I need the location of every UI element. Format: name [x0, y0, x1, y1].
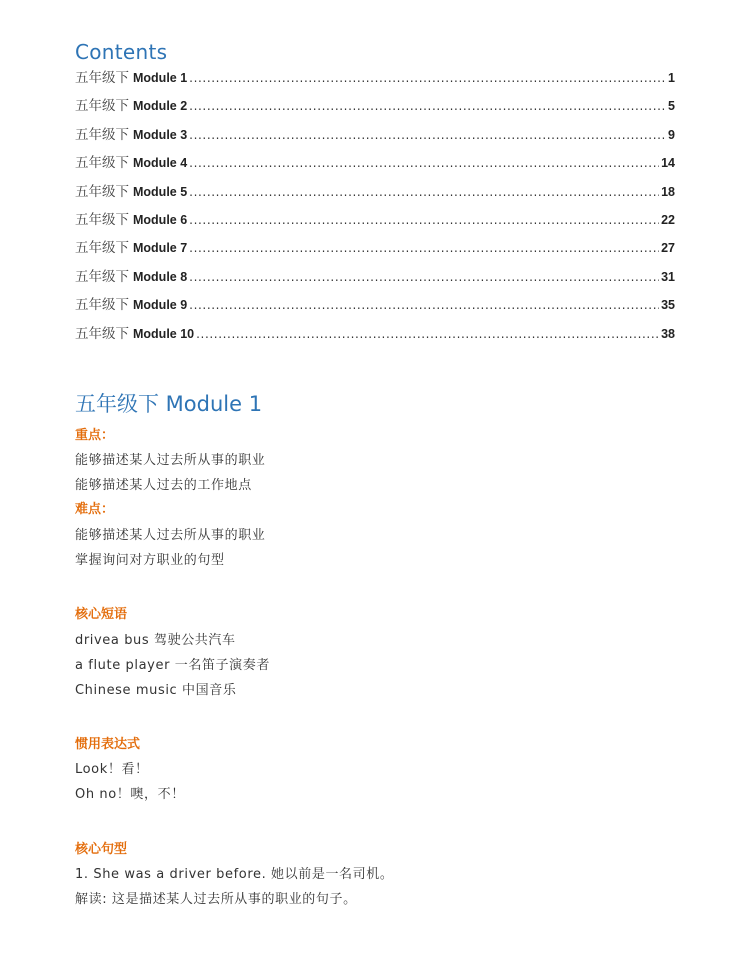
table-of-contents [75, 68, 675, 352]
sentence-explanation: 解读: 这是描述某人过去所从事的职业的句子。 [75, 892, 357, 907]
page-number: 9 [668, 127, 675, 142]
section-heading: 五年级下 Module 1 [75, 392, 263, 416]
expression-item: Oh no！噢，不！ [75, 787, 185, 802]
difficulty-item: 掌握询问对方职业的句型 [75, 553, 225, 568]
expression-item: Look！看！ [75, 762, 149, 777]
expressions-label: 惯用表达式 [75, 737, 141, 752]
phrase-item: drivea bus 驾驶公共汽车 [75, 633, 236, 648]
page-number: 18 [661, 184, 675, 199]
toc-entry[interactable]: 五年级下 Module 5 ..... 18 [75, 182, 675, 210]
dot-leader [189, 96, 666, 116]
page-number: 38 [661, 326, 675, 341]
page-number: 27 [661, 241, 675, 256]
toc-entry[interactable]: 五年级下 Module 10 ..... 38 [75, 324, 675, 352]
key-points-label: 重点： [75, 428, 115, 443]
toc-title: Contents [75, 40, 168, 64]
toc-entry[interactable]: 五年级下 Module 2 ..... 5 [75, 96, 675, 124]
toc-entry[interactable]: 五年级下 Module 7 ..... 27 [75, 238, 675, 266]
phrase-item: a flute player 一名笛子演奏者 [75, 658, 270, 673]
page-number: 35 [661, 298, 675, 313]
dot-leader [189, 153, 659, 173]
difficulty-item: 能够描述某人过去所从事的职业 [75, 528, 266, 543]
toc-entry[interactable]: 五年级下 Module 9 ..... 35 [75, 295, 675, 323]
dot-leader [189, 267, 659, 287]
toc-entry[interactable]: 五年级下 Module 8 ..... 31 [75, 267, 675, 295]
page-number: 31 [661, 269, 675, 284]
sentence-item: 1. She was a driver before. 她以前是一名司机。 [75, 867, 394, 882]
key-point-item: 能够描述某人过去所从事的职业 [75, 453, 266, 468]
dot-leader [189, 210, 659, 230]
toc-entry[interactable]: 五年级下 Module 6 ..... 22 [75, 210, 675, 238]
dot-leader [189, 238, 659, 258]
page-number: 22 [661, 212, 675, 227]
page-number: 1 [668, 71, 675, 85]
dot-leader [189, 295, 659, 315]
toc-entry[interactable]: 五年级下 Module 4 ..... 14 [75, 153, 675, 181]
dot-leader [196, 324, 659, 344]
toc-entry[interactable]: 五年级下 Module 1 ..... 1 [75, 68, 675, 96]
phrase-item: Chinese music 中国音乐 [75, 683, 237, 698]
dot-leader [189, 125, 666, 145]
phrases-label: 核心短语 [75, 607, 128, 622]
dot-leader [189, 182, 659, 202]
page-number: 5 [668, 99, 675, 114]
difficulties-label: 难点： [75, 502, 115, 517]
key-point-item: 能够描述某人过去的工作地点 [75, 478, 252, 493]
page-number: 14 [661, 156, 675, 171]
toc-entry[interactable]: 五年级下 Module 3 ..... 9 [75, 125, 675, 153]
sentences-label: 核心句型 [75, 842, 128, 857]
dot-leader [189, 68, 666, 88]
